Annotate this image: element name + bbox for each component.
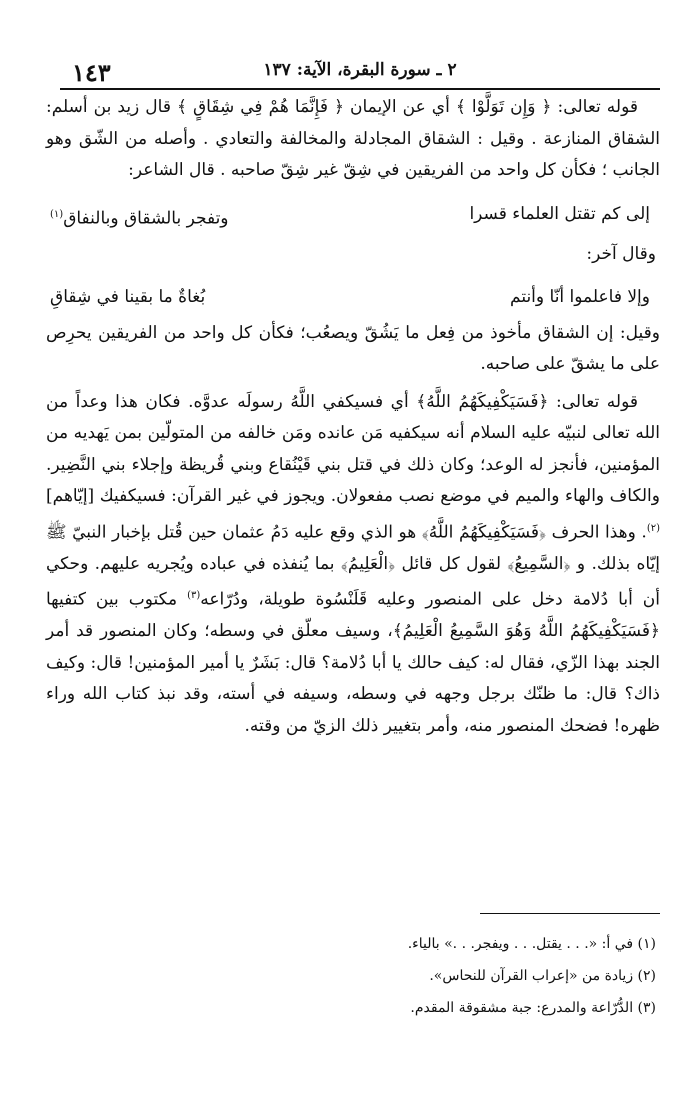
page-header bbox=[60, 58, 660, 90]
verse-1-first-hemistich: إلى كم تقتل العلماء قسرا bbox=[469, 203, 650, 224]
main-text bbox=[46, 92, 660, 742]
paragraph-shiqaq: قوله تعالى: ﴿ وَإِن تَوَلَّوْا ﴾ أي عن الإيمان ﴿ فَإِنَّمَا هُمْ فِي شِقَاقٍ ﴾ قال زيد بن أسلم: الشقاق المنازعة . وقيل : الشقاق المجادلة والمخالفة والتعادي . وأصله من الشّق وهو الجانب ؛ فكأن كل واحد من الفريقين في شِقّ غير شِقّ صاحبه . قال الشاعر: bbox=[46, 97, 660, 180]
paragraph-3-part-c: مكتوب بين كتفيها ﴿فَسَيَكْفِيكَهُمُ اللَّهُ وَهُوَ السَّمِيعُ الْعَلِيمُ﴾، وسيف معلّق في وسطه؛ وكان المنصور قد أمر الجند بهذا الزّي، فقال له: كيف حالك يا أبا دُلامة؟ قال: بَشَرٌ يا أمير المؤمنين! قال: وكيف ذاك؟ قال: ما ظنّك برجل وجهه في وسطه، وسيفه في أسته، وقد نبذ كتاب الله وراء ظهره! فضحك المنصور منه، وأمر بتغيير ذلك الزيّ من وقته. bbox=[46, 589, 660, 736]
poetry-verse-2 bbox=[50, 282, 650, 314]
verse-1-second-text: وتفجر بالشقاق وبالنفاق bbox=[63, 208, 229, 229]
paragraph-3-part-b: . وهذا الحرف ﴿فَسَيَكْفِيكَهُمُ اللَّهُ﴾ هو الذي وقع عليه دَمُ عثمان حين قُتل بإخبار النبيّ ﷺ إيّاه بذلك. و ﴿السَّمِيعُ﴾ لقول كل قائل ﴿الْعَلِيمُ﴾ بما يُنفذه في عباده ويُجريه عليهم. وحكي أن أبا دُلامة دخل على المنصور وعليه قَلَنْسُوة طويلة، ودُرّاعه bbox=[46, 522, 660, 610]
running-title: ٢ ـ سورة البقرة، الآية: ١٣٧ bbox=[263, 60, 457, 80]
footnote-ref-2: (٢) bbox=[646, 522, 660, 534]
footnote-ref-3: (٣) bbox=[187, 590, 201, 602]
footnote-2: (٢) زيادة من «إعراب القرآن للنحاس». bbox=[429, 968, 656, 984]
verse-2-second-hemistich: بُغاةٌ ما بقينا في شِقاقِ bbox=[50, 287, 206, 308]
poetry-verse-1 bbox=[50, 199, 650, 235]
footnote-separator bbox=[480, 913, 660, 914]
footnote-ref-1: (١) bbox=[50, 208, 64, 220]
verse-1-second-hemistich bbox=[50, 199, 229, 235]
footnotes bbox=[150, 928, 656, 1024]
footnote-3: (٣) الدُّرّاعة والمدرع: جبة مشقوقة المقدم. bbox=[410, 1000, 656, 1016]
paragraph-3-part-a: قوله تعالى: ﴿فَسَيَكْفِيكَهُمُ اللَّهُ﴾ أي فسيكفي اللَّهُ رسولَه عدوَّه. فكان هذا وعداً من الله تعالى لنبيّه عليه السلام أنه سيكفيه مَن عانده ومَن خالفه من المتولّين بمن يَهديه من المؤمنين، فأنجز له الوعد؛ وكان ذلك في قتل بني قَيْنُقاع وبني قُريظة وإجلاء بني النَّضِير. والكاف والهاء والميم في موضع نصب مفعولان. ويجوز في غير القرآن: فسيكفيك [إيّاهم] bbox=[46, 391, 660, 507]
paragraph-sayakfikahum bbox=[46, 387, 660, 743]
page-number: ١٤٣ bbox=[72, 58, 111, 87]
another-poet-line: وقال آخر: bbox=[586, 243, 656, 264]
footnote-1: (١) في أ: «. . . يقتل. . . ويفجر. . .» بالياء. bbox=[407, 936, 656, 952]
paragraph-alt-meaning: وقيل: إن الشقاق مأخوذ من فِعل ما يَشُقّ ويصعُب؛ فكأن كل واحد من الفريقين يحرِص على ما يشقّ على صاحبه. bbox=[46, 322, 660, 375]
verse-2-first-hemistich: وإلا فاعلموا أنّا وأنتم bbox=[510, 287, 650, 308]
